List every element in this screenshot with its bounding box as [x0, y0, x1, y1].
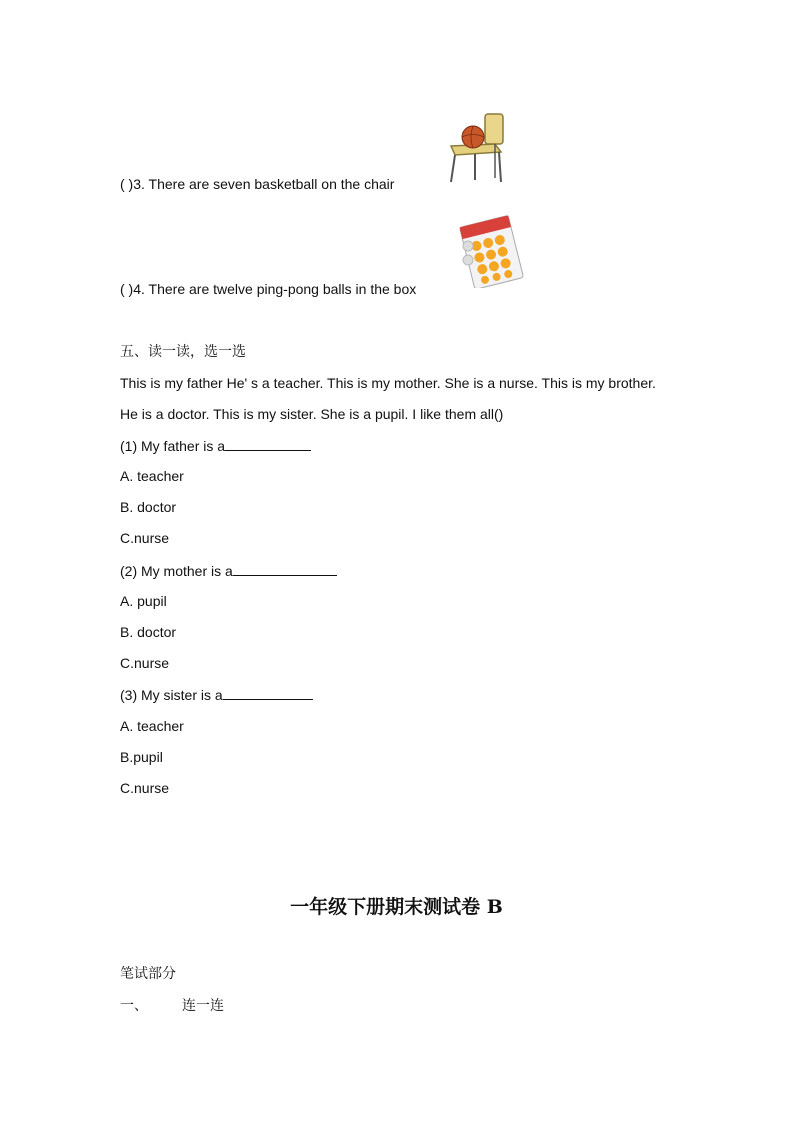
question-3 [120, 175, 394, 193]
written-part-label: 笔试部分 [120, 966, 176, 982]
option: B.pupil [120, 749, 163, 765]
answer-blank[interactable] [225, 436, 311, 451]
answer-paren: ( ) [120, 176, 134, 192]
question-text: 3. There are seven basketball on the chair [133, 176, 395, 192]
question-2-prompt: (2) My mother is a [120, 561, 337, 580]
ping-pong-ball-box-image [458, 212, 528, 288]
option: A. teacher [120, 468, 184, 484]
question-1-prompt: (1) My father is a [120, 436, 311, 455]
option: C.nurse [120, 655, 170, 671]
option: C.nurse [120, 530, 170, 546]
option: B. doctor [120, 499, 177, 515]
question-text: 4. There are twelve ping-pong balls in the box [133, 281, 417, 297]
passage-line-2: He is a doctor. This is my sister. She is a pupil. I like them all() [120, 406, 504, 422]
option: A. pupil [120, 593, 167, 609]
answer-blank[interactable] [223, 685, 313, 700]
option: A. teacher [120, 718, 184, 734]
question-3-prompt: (3) My sister is a [120, 685, 313, 704]
test-title: 一年级下册期末测试卷 B [290, 896, 503, 918]
option: C.nurse [120, 780, 170, 796]
chair-with-basketball-image [445, 110, 507, 184]
section-5-heading: 五、读一读，选一选 [120, 344, 246, 360]
passage-line-1: This is my father He' s a teacher. This is my mother. She is a nurse. This is my brother. [120, 375, 656, 391]
answer-blank[interactable] [233, 561, 337, 576]
answer-paren: ( ) [120, 281, 134, 297]
option: B. doctor [120, 624, 177, 640]
question-4 [120, 280, 416, 298]
section-1-heading: 一、 连一连 [120, 998, 224, 1014]
